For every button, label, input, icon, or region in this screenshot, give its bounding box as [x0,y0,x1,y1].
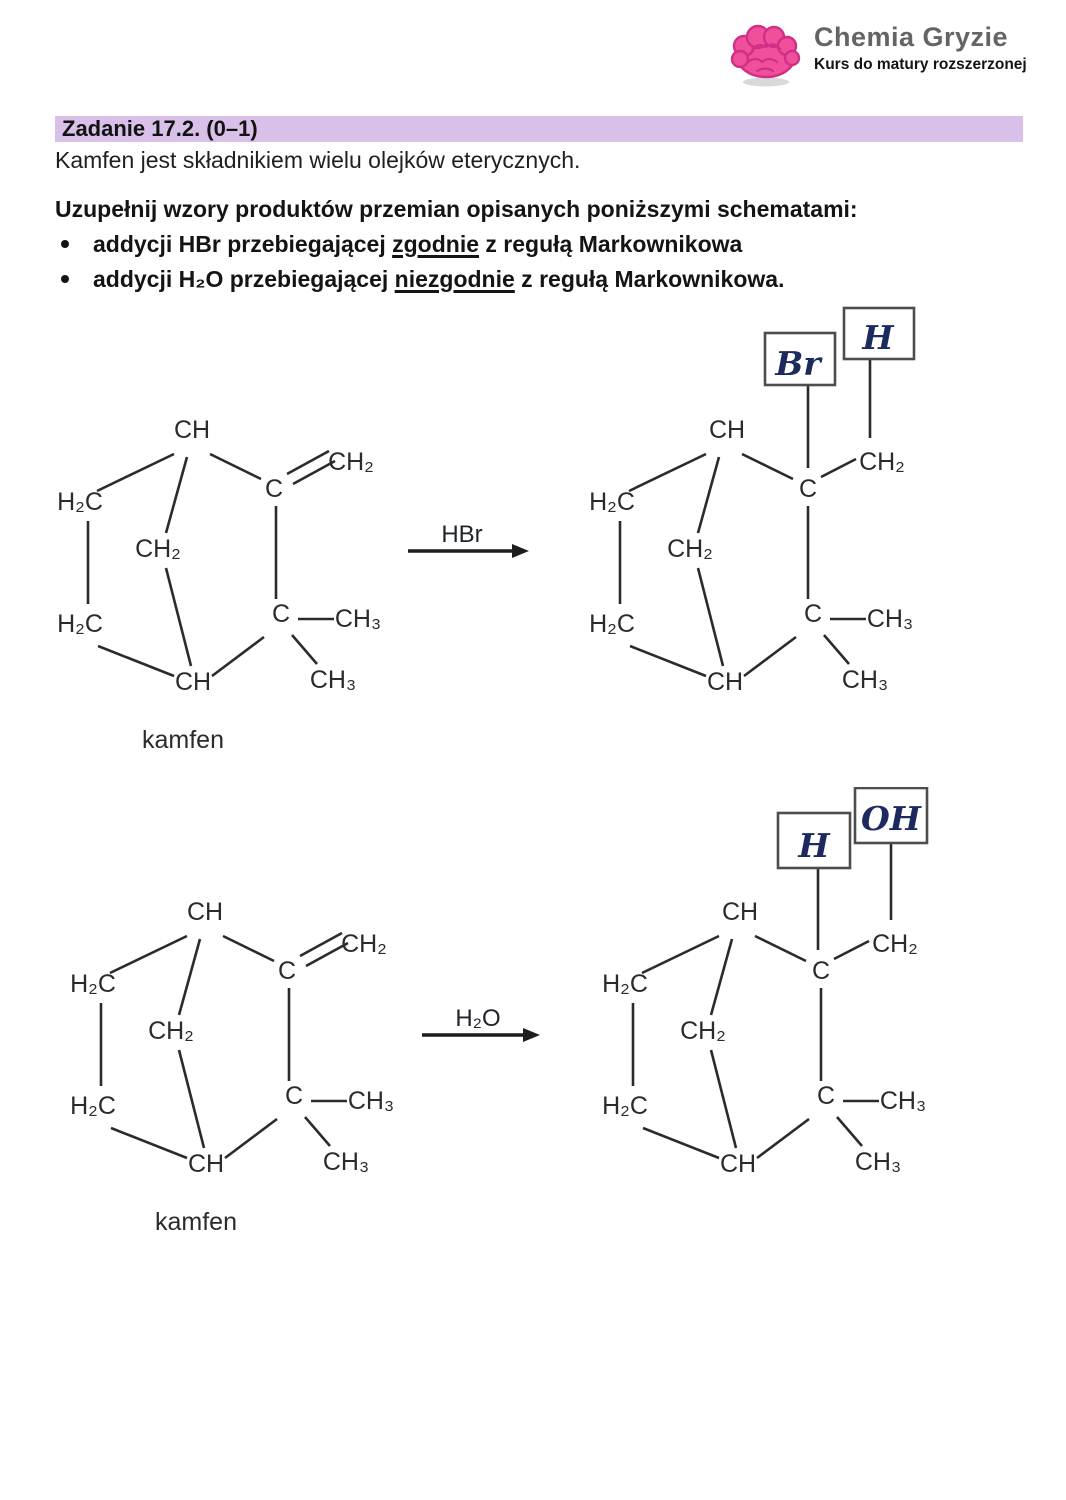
atom-ch2-exo: CH₂ [341,930,387,958]
atom-h2c-upper: H₂C [589,488,635,516]
bullet-dot [61,240,69,248]
atom-c-lower: C [271,600,291,628]
task-instruction: Uzupełnij wzory produktów przemian opisanych poniższymi schematami: [55,196,858,222]
atom-h2c-lower: H₂C [589,610,635,638]
atom-ch2-bridge: CH₂ [667,535,713,563]
atom-c-lower: C [816,1082,836,1110]
arrowhead [512,544,529,558]
atom-ch-top: CH [173,416,211,444]
atom-ch2-exo: CH₂ [872,930,918,958]
reagent-label: HBr [441,521,483,548]
atom-ch3-lower: CH₃ [854,1148,902,1176]
bullet-item-hbr [55,231,742,258]
bullet-text: addycji HBr przebiegającej zgodnie z regułą Markownikowa [93,231,743,257]
atom-ch3-lower: CH₃ [841,666,889,694]
atom-ch-top: CH [721,898,759,926]
task-title: Zadanie 17.2. (0–1) [62,116,258,141]
atom-h2c-lower: H₂C [57,610,103,638]
atom-c-lower: C [803,600,823,628]
substrate-name: kamfen [155,1208,237,1236]
atom-c-upper: C [798,475,818,503]
atom-c-upper: C [811,957,831,985]
atom-ch2-bridge: CH₂ [135,535,181,563]
atom-ch-bottom: CH [174,668,212,696]
atom-ch3-right: CH₃ [347,1087,395,1115]
atom-h2c-upper: H₂C [602,970,648,998]
atom-ch2-exo: CH₂ [328,448,374,476]
atom-h2c-lower: H₂C [70,1092,116,1120]
product-structure-1 [572,305,972,765]
atom-c-upper: C [264,475,284,503]
brain-icon [730,16,802,88]
reaction-arrow-hbr [400,505,540,565]
brand-name: Chemia Gryzie [814,22,1009,52]
handwritten-answer-oh: OH [861,799,921,838]
kamfen-structure-2 [53,887,453,1247]
handwritten-answer-h: H [862,318,894,357]
atom-ch-top: CH [708,416,746,444]
kamfen-structure-1 [40,405,440,765]
atom-ch3-right: CH₃ [879,1087,927,1115]
atom-ch2-bridge: CH₂ [680,1017,726,1045]
atom-ch-bottom: CH [706,668,744,696]
bullet-text: addycji H₂O przebiegającej niezgodnie z regułą Markownikowa. [93,266,785,292]
atom-ch2-exo: CH₂ [859,448,905,476]
atom-ch3-right: CH₃ [334,605,382,633]
atom-h2c-lower: H₂C [602,1092,648,1120]
bond-lines [88,451,335,676]
bullet-item-h2o [55,266,784,293]
substrate-name: kamfen [142,726,224,754]
reagent-label: H₂O [455,1005,501,1032]
atom-ch3-lower: CH₃ [322,1148,370,1176]
atom-c-upper: C [277,957,297,985]
arrowhead [523,1028,540,1042]
atom-h2c-upper: H₂C [70,970,116,998]
atom-c-lower: C [284,1082,304,1110]
task-intro-text: Kamfen jest składnikiem wielu olejków eterycznych. [55,147,581,173]
bond-lines [101,933,348,1158]
reaction-arrow-h2o [415,990,555,1050]
brand-tagline: Kurs do matury rozszerzonej [814,56,1027,73]
bond-lines [620,359,870,676]
atom-ch3-lower: CH₃ [309,666,357,694]
handwritten-answer-h: H [798,826,830,865]
brand-header [730,14,1050,92]
task-title-bar [55,116,1023,142]
handwritten-answer-br: Br [775,344,821,383]
product-structure-2 [585,787,985,1247]
bullet-dot [61,275,69,283]
atom-h2c-upper: H₂C [57,488,103,516]
atom-ch-bottom: CH [187,1150,225,1178]
atom-ch2-bridge: CH₂ [148,1017,194,1045]
atom-ch-top: CH [186,898,224,926]
atom-ch-bottom: CH [719,1150,757,1178]
atom-ch3-right: CH₃ [866,605,914,633]
bond-lines [633,843,891,1158]
